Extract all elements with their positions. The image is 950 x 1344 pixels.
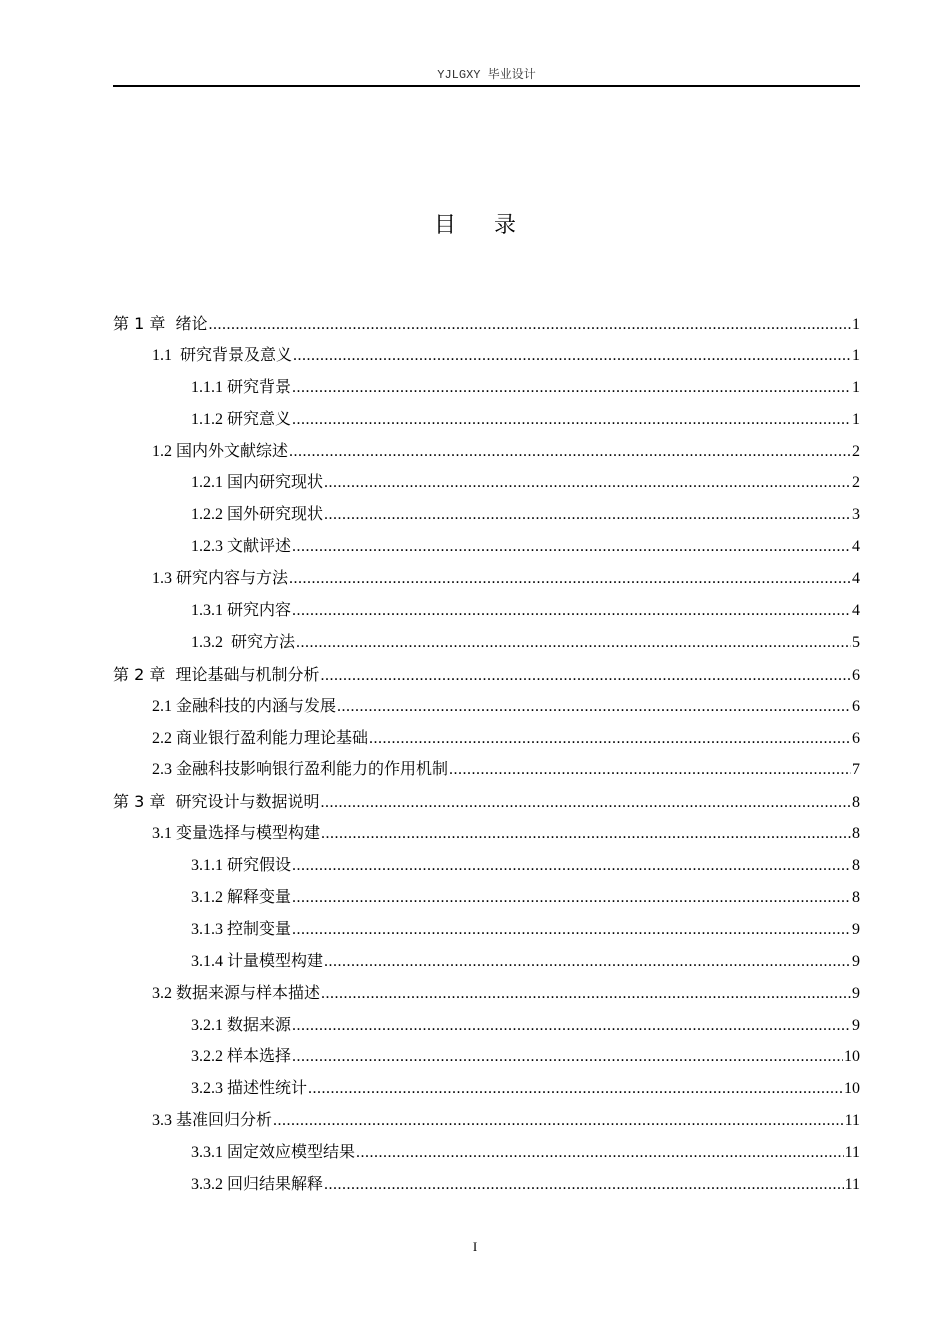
- toc-entry[interactable]: [113, 627, 860, 659]
- toc-entry-page: 8: [852, 889, 860, 907]
- toc-entry-page: 2: [852, 474, 860, 492]
- toc-entry[interactable]: [113, 499, 860, 531]
- toc-leader-dots: [292, 531, 851, 563]
- toc-entry[interactable]: [113, 659, 860, 691]
- toc-leader-dots: [356, 1137, 844, 1169]
- toc-leader-dots: [292, 595, 851, 627]
- toc-leader-dots: [296, 627, 851, 659]
- toc-leader-dots: [369, 723, 851, 755]
- toc-entry[interactable]: [113, 691, 860, 723]
- toc-entry-page: 1: [852, 316, 860, 333]
- toc-entry[interactable]: [113, 563, 860, 595]
- toc-entry-label: 1.2.1 国内研究现状: [191, 474, 324, 492]
- toc-entry-label: 3.2.1 数据来源: [191, 1016, 292, 1034]
- toc-entry[interactable]: [113, 1010, 860, 1042]
- toc-leader-dots: [324, 1169, 844, 1201]
- toc-entry-label: 3.2.3 描述性统计: [191, 1080, 308, 1098]
- toc-entry-label: 第 2 章 理论基础与机制分析: [113, 664, 320, 684]
- toc-entry[interactable]: [113, 786, 860, 818]
- toc-entry-label: 3.1.1 研究假设: [191, 857, 292, 875]
- toc-entry[interactable]: [113, 850, 860, 882]
- toc-entry-label: 1.3 研究内容与方法: [152, 570, 289, 588]
- toc-leader-dots: [292, 1010, 851, 1042]
- table-of-contents: [113, 308, 860, 1201]
- toc-leader-dots: [273, 1105, 844, 1137]
- toc-entry-label: 2.1 金融科技的内涵与发展: [152, 697, 337, 715]
- toc-entry-page: 1: [852, 410, 860, 428]
- toc-leader-dots: [321, 978, 851, 1010]
- toc-entry[interactable]: [113, 595, 860, 627]
- toc-entry-page: 2: [852, 442, 860, 460]
- toc-entry[interactable]: [113, 1073, 860, 1105]
- toc-entry-page: 8: [852, 825, 860, 843]
- page-number: I: [472, 1239, 478, 1254]
- toc-entry-page: 11: [844, 1112, 860, 1130]
- toc-entry-label: 第 1 章 绪论: [113, 314, 208, 333]
- toc-leader-dots: [324, 946, 851, 978]
- toc-leader-dots: [337, 691, 851, 723]
- toc-entry-page: 9: [852, 952, 860, 970]
- toc-leader-dots: [292, 882, 851, 914]
- toc-entry-page: 10: [844, 1080, 860, 1098]
- toc-entry-label: 3.1.4 计量模型构建: [191, 952, 324, 970]
- toc-entry-page: 9: [852, 1016, 860, 1034]
- toc-entry-label: 3.3.2 回归结果解释: [191, 1176, 324, 1194]
- toc-entry-label: 3.1.2 解释变量: [191, 889, 292, 907]
- toc-leader-dots: [292, 850, 851, 882]
- toc-entry[interactable]: [113, 946, 860, 978]
- page-header: YJLGXY 毕业设计: [113, 68, 860, 87]
- toc-entry-label: 第 3 章 研究设计与数据说明: [113, 792, 320, 812]
- toc-entry-label: 3.3.1 固定效应模型结果: [191, 1144, 356, 1162]
- toc-entry-page: 3: [852, 506, 860, 524]
- toc-entry-page: 1: [852, 378, 860, 396]
- toc-leader-dots: [308, 1073, 843, 1105]
- toc-leader-dots: [449, 754, 851, 786]
- toc-entry-label: 1.3.1 研究内容: [191, 602, 292, 620]
- toc-entry-label: 2.3 金融科技影响银行盈利能力的作用机制: [152, 761, 449, 779]
- toc-entry-page: 9: [852, 920, 860, 938]
- toc-entry-page: 11: [844, 1144, 860, 1162]
- toc-leader-dots: [292, 372, 851, 404]
- toc-entry-label: 1.2 国内外文献综述: [152, 442, 289, 460]
- toc-entry-page: 10: [844, 1048, 860, 1066]
- toc-entry[interactable]: [113, 308, 860, 340]
- toc-entry-page: 6: [852, 697, 860, 715]
- toc-entry[interactable]: [113, 882, 860, 914]
- toc-entry-label: 3.1 变量选择与模型构建: [152, 825, 321, 843]
- toc-leader-dots: [293, 340, 851, 372]
- toc-entry-label: 1.3.2 研究方法: [191, 633, 296, 651]
- toc-entry-page: 6: [852, 666, 860, 684]
- toc-entry[interactable]: [113, 1137, 860, 1169]
- toc-leader-dots: [292, 1041, 843, 1073]
- toc-entry[interactable]: [113, 818, 860, 850]
- toc-entry[interactable]: [113, 914, 860, 946]
- toc-entry-page: 11: [844, 1176, 860, 1194]
- toc-leader-dots: [321, 818, 851, 850]
- toc-entry[interactable]: [113, 978, 860, 1010]
- toc-entry-page: 6: [852, 729, 860, 747]
- toc-leader-dots: [324, 467, 851, 499]
- toc-entry-label: 1.2.3 文献评述: [191, 538, 292, 556]
- toc-entry[interactable]: [113, 404, 860, 436]
- toc-leader-dots: [321, 660, 851, 692]
- toc-entry[interactable]: [113, 1105, 860, 1137]
- toc-entry-label: 3.1.3 控制变量: [191, 920, 292, 938]
- toc-entry-page: 1: [852, 346, 860, 364]
- toc-entry-page: 7: [852, 761, 860, 779]
- toc-entry-page: 8: [852, 794, 860, 812]
- toc-entry-label: 2.2 商业银行盈利能力理论基础: [152, 729, 369, 747]
- toc-entry-page: 4: [852, 602, 860, 620]
- toc-entry[interactable]: [113, 531, 860, 563]
- toc-entry-label: 3.2 数据来源与样本描述: [152, 984, 321, 1002]
- toc-entry-label: 3.2.2 样本选择: [191, 1048, 292, 1066]
- toc-entry[interactable]: [113, 754, 860, 786]
- toc-leader-dots: [324, 499, 851, 531]
- toc-leader-dots: [209, 309, 851, 341]
- toc-entry[interactable]: [113, 372, 860, 404]
- toc-entry[interactable]: [113, 1041, 860, 1073]
- toc-entry-page: 5: [852, 633, 860, 651]
- toc-entry-label: 1.2.2 国外研究现状: [191, 506, 324, 524]
- toc-entry[interactable]: [113, 467, 860, 499]
- toc-entry[interactable]: [113, 340, 860, 372]
- toc-entry-label: 1.1.2 研究意义: [191, 410, 292, 428]
- toc-entry-label: 1.1 研究背景及意义: [152, 346, 293, 364]
- toc-title: 目录: [433, 213, 554, 238]
- toc-leader-dots: [292, 404, 851, 436]
- toc-entry-page: 8: [852, 857, 860, 875]
- toc-leader-dots: [292, 914, 851, 946]
- toc-entry[interactable]: [113, 1169, 860, 1201]
- toc-leader-dots: [289, 563, 851, 595]
- toc-entry[interactable]: [113, 723, 860, 755]
- toc-entry-page: 9: [852, 984, 860, 1002]
- toc-leader-dots: [321, 787, 851, 819]
- toc-entry-label: 1.1.1 研究背景: [191, 378, 292, 396]
- toc-entry-page: 4: [852, 570, 860, 588]
- toc-entry-label: 3.3 基准回归分析: [152, 1112, 273, 1130]
- toc-entry-page: 4: [852, 538, 860, 556]
- toc-entry[interactable]: [113, 436, 860, 468]
- toc-leader-dots: [289, 436, 851, 468]
